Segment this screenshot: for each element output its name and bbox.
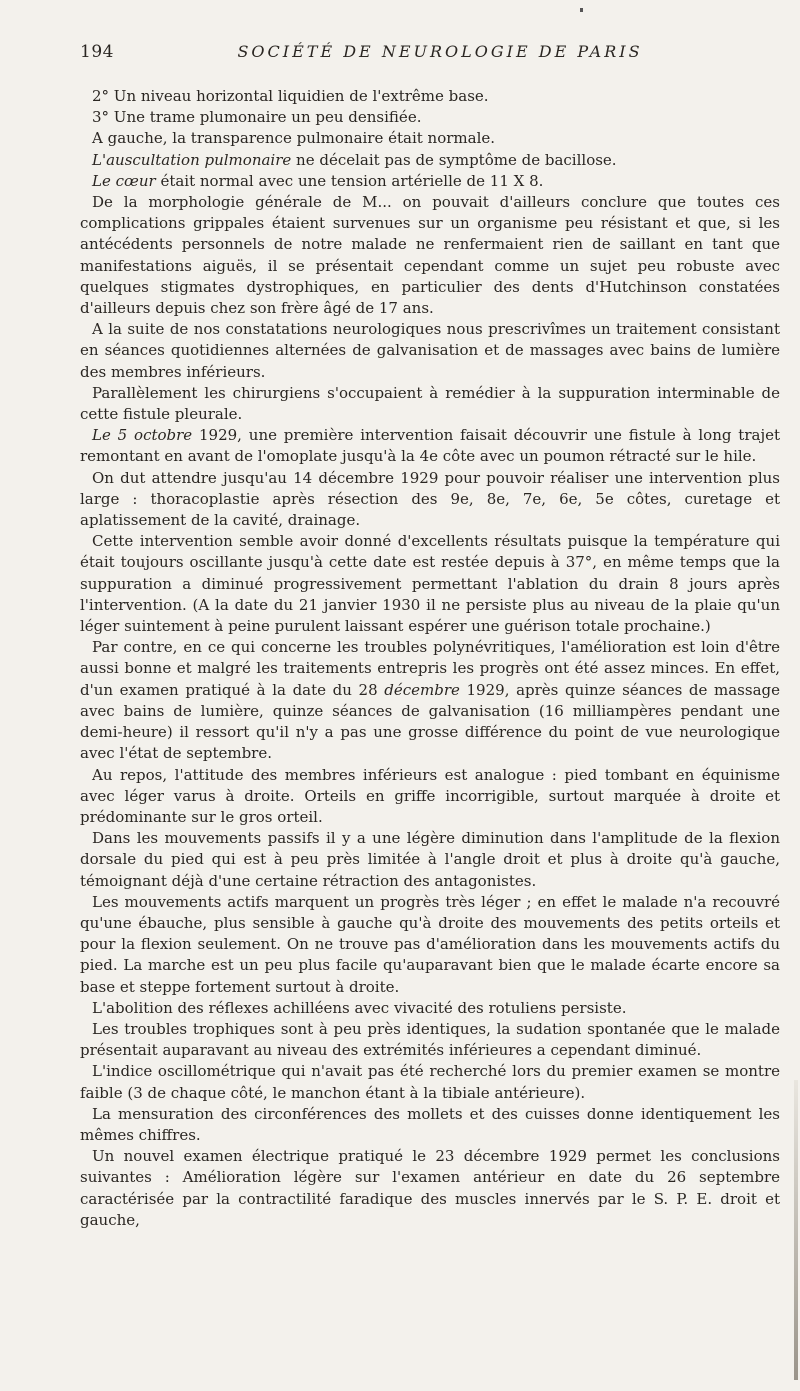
running-title: SOCIÉTÉ DE NEUROLOGIE DE PARIS	[237, 42, 643, 61]
paragraph: Un nouvel examen électrique pratiqué le 23 décembre 1929 permet les conclusions suivantes : Amélioration légère sur l'examen antérieur en date du 26 septembre caractérisée par la contractilité faradique des muscles innervés par le S. P. E. droit et gauche,	[80, 1147, 780, 1229]
paragraph: L'abolition des réflexes achilléens avec vivacité des rotuliens persiste.	[92, 998, 627, 1017]
paragraph: Par contre, en ce qui concerne les troubles polynévritiques, l'amélioration est loin d'être aussi bonne et malgré les traitements entrepris les progrès ont été assez minces. En effet, d'un examen pratiqué à la date du 28 décembre 1929, après quinze séances de massage avec bains de lumière, quinze séances de galvanisation (16 milliampères pendant une demi-heure) il ressort qu'il n'y a pas une grosse différence du point de vue neurologique avec l'état de septembre.	[80, 638, 780, 763]
paragraph: A la suite de nos constatations neurologiques nous prescrivîmes un traitement consistant en séances quotidiennes alternées de galvanisation et de massages avec bains de lumière des membres inférieurs.	[80, 320, 780, 381]
paragraph: Dans les mouvements passifs il y a une légère diminution dans l'amplitude de la flexion dorsale du pied qui est à peu près limitée à l'angle droit et plus à droite qu'à gauche, témoignant déjà d'une certaine rétraction des antagonistes.	[80, 829, 780, 890]
paragraph: Cette intervention semble avoir donné d'excellents résultats puisque la température qui était toujours oscillante jusqu'à cette date est restée depuis à 37°, en même temps que la suppuration a diminué progressivement permettant l'ablation du drain 8 jours après l'intervention. (A la date du 21 janvier 1930 il ne persiste plus au niveau de la plaie qu'un léger suintement à peine purulent laissant espérer une guérison totale prochaine.)	[80, 532, 780, 636]
paragraph: Le 5 octobre 1929, une première intervention faisait découvrir une fistule à long trajet remontant en avant de l'omoplate jusqu'à la 4e côte avec un poumon rétracté sur le hile.	[80, 426, 781, 466]
page-number: 194	[80, 42, 114, 62]
paragraph: Parallèlement les chirurgiens s'occupaient à remédier à la suppuration interminable de cette fistule pleurale.	[80, 383, 780, 424]
paragraph: On dut attendre jusqu'au 14 décembre 1929 pour pouvoir réaliser une intervention plus large : thoracoplastie après résection des 9e, 8e, 7e, 6e, 5e côtes, curetage et aplatissement de la cavité, drainage.	[80, 468, 780, 530]
paragraph: L'auscultation pulmonaire ne décelait pas de symptôme de bacillose.	[92, 150, 617, 169]
paragraph: A gauche, la transparence pulmonaire était normale.	[92, 129, 496, 148]
paragraph: Les troubles trophiques sont à peu près identiques, la sudation spontanée que le malade présentait auparavant au niveau des extrémités inférieures a cependant diminué.	[80, 1019, 780, 1060]
body-text	[80, 86, 780, 1231]
page-header	[80, 42, 770, 66]
scan-edge-shadow	[794, 1080, 798, 1380]
paragraph: 2° Un niveau horizontal liquidien de l'extrême base.	[92, 87, 489, 105]
paragraph: De la morphologie générale de M... on pouvait d'ailleurs conclure que toutes ces complications grippales étaient survenues sur un organisme peu résistant et que, si les antécédents personnels de notre malade ne renfermaient rien de saillant en tant que manifestations aiguës, il se présentait cependant comme un sujet peu robuste avec quelques stigmates dystrophiques, en particulier des dents d'Hutchinson constatées d'ailleurs depuis chez son frère âgé de 17 ans.	[80, 193, 780, 318]
ink-speck	[580, 8, 583, 12]
paragraph: La mensuration des circonférences des mollets et des cuisses donne identiquement les mêmes chiffres.	[80, 1104, 780, 1144]
paragraph: L'indice oscillométrique qui n'avait pas été recherché lors du premier examen se montre faible (3 de chaque côté, le manchon étant à la tibiale antérieure).	[80, 1062, 780, 1102]
paragraph: Le cœur était normal avec une tension artérielle de 11 X 8.	[92, 171, 544, 190]
paragraph: Au repos, l'attitude des membres inférieurs est analogue : pied tombant en équinisme avec léger varus à droite. Orteils en griffe incorrigible, surtout marquée à droite et prédominante sur le gros orteil.	[80, 765, 780, 826]
paragraph: 3° Une trame plumonaire un peu densifiée.	[92, 108, 422, 127]
paragraph: Les mouvements actifs marquent un progrès très léger ; en effet le malade n'a recouvré qu'une ébauche, plus sensible à gauche qu'à droite des mouvements des petits orteils et pour la flexion seulement. On ne trouve pas d'amélioration dans les mouvements actifs du pied. La marche est un peu plus facile qu'auparavant bien que le malade écarte encore sa base et steppe fortement surtout à droite.	[80, 892, 780, 996]
